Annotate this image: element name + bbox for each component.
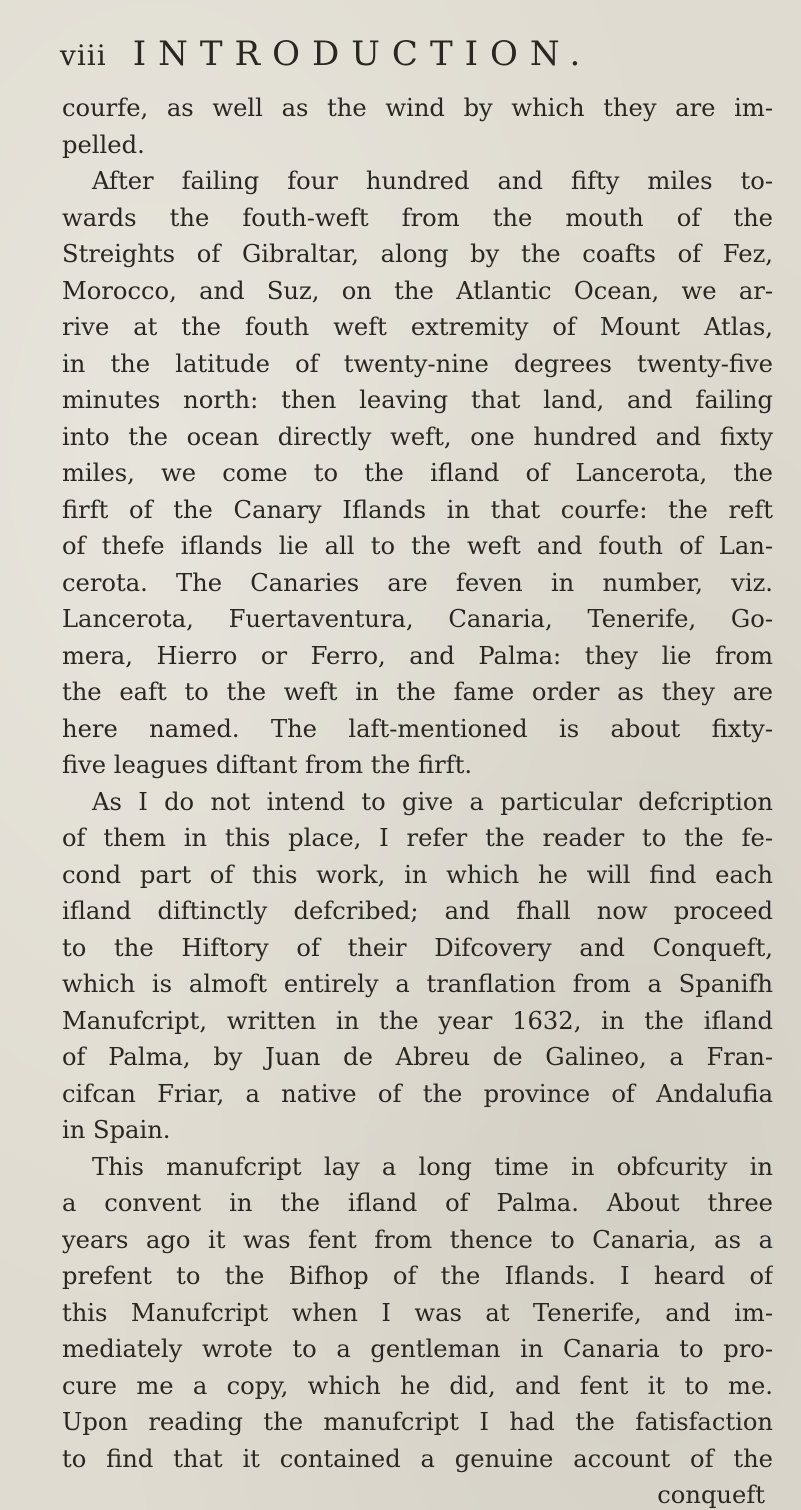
text-line: This manufcript lay a long time in obfcurity in (92, 1152, 773, 1181)
text-line: a convent in the ifland of Palma. About three (62, 1189, 773, 1217)
catchword: conqueft (657, 1481, 765, 1509)
text-line: of them in this place, I refer the reader to the fe- (62, 824, 773, 852)
running-head: INTRODUCTION. (132, 34, 593, 74)
text-line: five leagues diftant from the firft. (62, 751, 473, 779)
text-line: cifcan Friar, a native of the province of Andalufia (62, 1079, 773, 1108)
text-line: courfe, as well as the wind by which they are im- (62, 94, 773, 122)
text-line: minutes north: then leaving that land, and failing (62, 386, 773, 414)
text-line: of thefe iflands lie all to the weft and fouth of Lan- (62, 532, 773, 560)
text-line: this Manufcript when I was at Tenerife, and im- (62, 1298, 773, 1327)
text-line: After failing four hundred and fifty miles to- (92, 167, 773, 195)
text-line: to the Hiftory of their Difcovery and Conqueft, (62, 933, 773, 962)
text-line: rive at the fouth weft extremity of Mount Atlas, (62, 313, 773, 341)
text-line: As I do not intend to give a particular defcription (92, 787, 773, 816)
text-line: in the latitude of twenty-nine degrees twenty-five (62, 349, 773, 378)
text-line: cure me a copy, which he did, and fent it to me. (62, 1371, 773, 1400)
text-line: mera, Hierro or Ferro, and Palma: they lie from (62, 641, 773, 670)
text-line: of Palma, by Juan de Abreu de Galineo, a Fran- (62, 1043, 773, 1071)
text-line: mediately wrote to a gentleman in Canaria to pro- (62, 1335, 773, 1363)
text-line: cond part of this work, in which he will find each (62, 860, 773, 889)
text-line: ifland diftinctly defcribed; and fhall now proceed (62, 897, 773, 925)
text-line: wards the fouth-weft from the mouth of the (62, 203, 773, 232)
text-line: Lancerota, Fuertaventura, Canaria, Tenerife, Go- (62, 605, 773, 633)
text-line: pelled. (62, 130, 145, 159)
text-line: cerota. The Canaries are feven in number, viz. (62, 568, 773, 597)
page-number: viii (60, 39, 107, 72)
page-header (60, 34, 773, 90)
text-line: into the ocean directly weft, one hundred and fixty (62, 422, 773, 451)
text-line: to find that it contained a genuine account of the (62, 1444, 773, 1473)
text-line: Morocco, and Suz, on the Atlantic Ocean, we ar- (62, 276, 773, 305)
text-line: firft of the Canary Iflands in that courfe: the reft (62, 495, 773, 524)
text-line: years ago it was fent from thence to Canaria, as a (62, 1225, 773, 1254)
text-line: which is almoft entirely a tranflation from a Spanifh (62, 970, 773, 998)
text-line: Manufcript, written in the year 1632, in the ifland (62, 1006, 773, 1035)
text-line: Upon reading the manufcript I had the fatisfaction (62, 1408, 773, 1436)
text-line: in Spain. (62, 1116, 171, 1144)
body-text (52, 90, 773, 1477)
text-line: here named. The laft-mentioned is about fixty- (62, 714, 773, 743)
text-line: prefent to the Bifhop of the Iflands. I heard of (62, 1262, 773, 1290)
text-line: the eaft to the weft in the fame order as they are (62, 678, 773, 706)
text-line: miles, we come to the ifland of Lancerota, the (62, 459, 773, 487)
text-line: Streights of Gibraltar, along by the coafts of Fez, (62, 240, 773, 268)
